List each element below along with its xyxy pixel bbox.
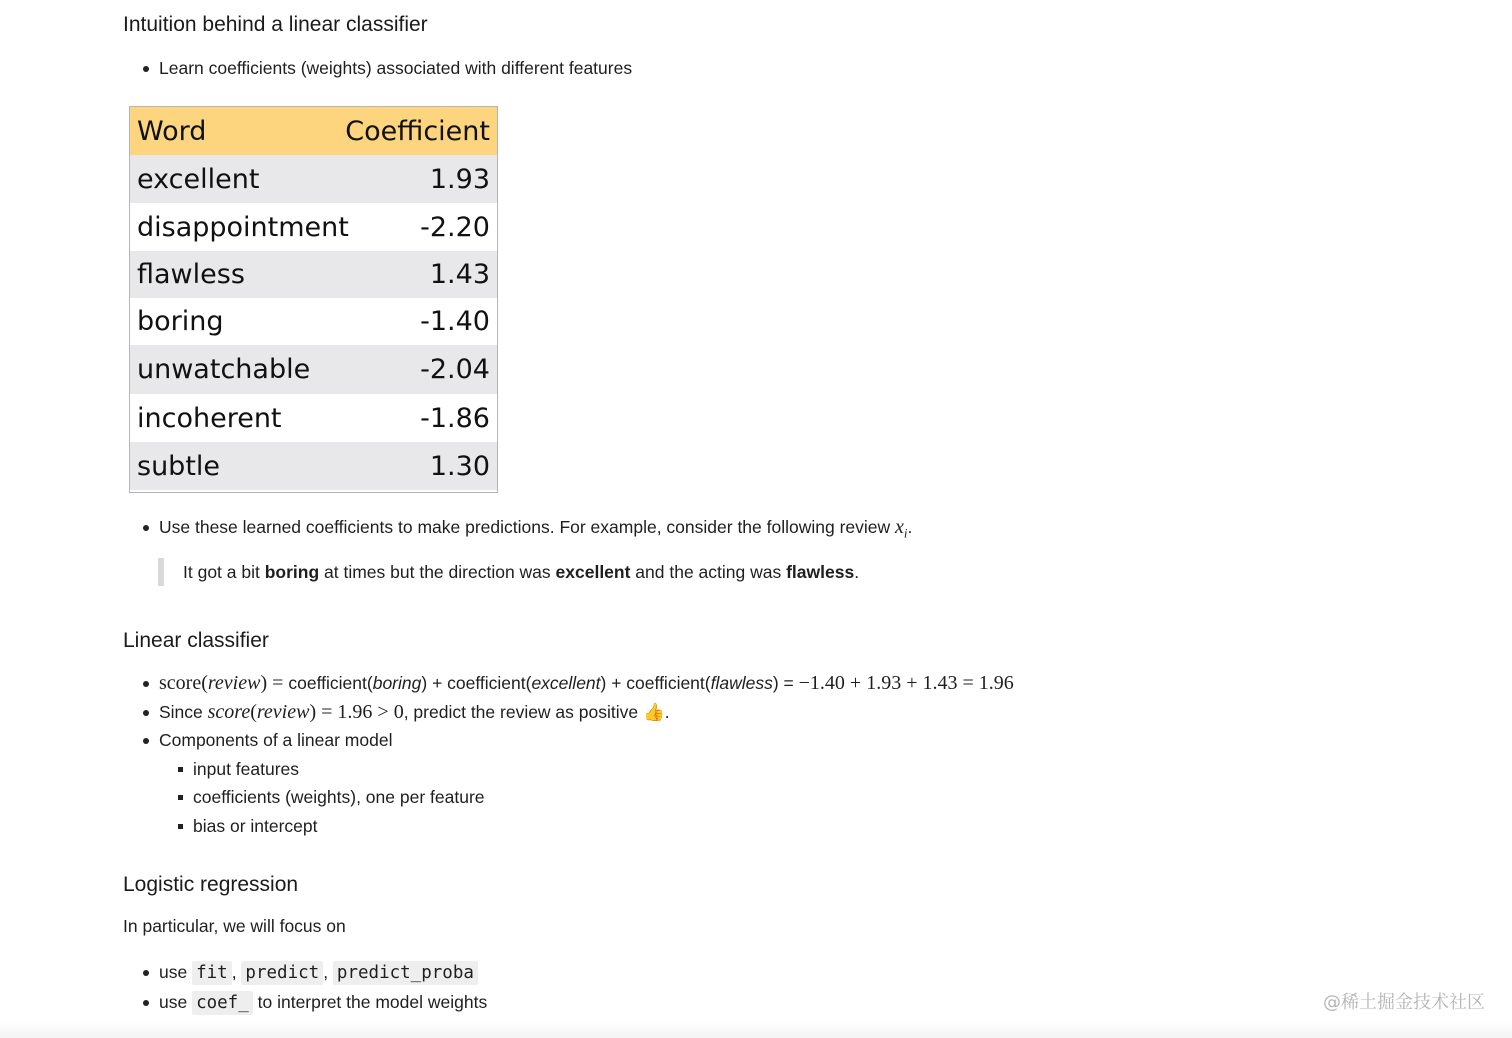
word-cell: disappointment — [137, 211, 349, 243]
bullet-end: . — [907, 517, 913, 537]
quote-text: and the acting was — [630, 562, 787, 582]
table-row — [130, 203, 497, 251]
review-quote — [158, 558, 859, 586]
components-item — [123, 726, 1403, 840]
review-variable: x — [895, 516, 904, 538]
coef-cell: -2.20 — [420, 211, 490, 243]
math-score: score — [159, 672, 202, 694]
equation-text: ) + coefficient( — [421, 673, 532, 693]
math-expression: −1.40 + 1.93 + 1.43 = 1.96 — [798, 672, 1014, 694]
list-item: input features — [158, 755, 1403, 784]
intuition-list — [123, 54, 1323, 83]
equation-text: coefficient( — [288, 673, 373, 693]
since-text: . — [664, 701, 670, 722]
code-fit: fit — [192, 961, 232, 985]
code-predict: predict — [241, 961, 323, 985]
table-row — [130, 251, 497, 298]
since-statement: Since score(review) = 1.96 > 0, predict the review as positive 👍. — [123, 698, 1403, 727]
table-header — [130, 107, 497, 155]
equation-word: boring — [372, 673, 422, 693]
word-cell: boring — [137, 306, 224, 337]
separator: , — [323, 962, 333, 982]
bullet-text: Use these learned coefficients to make predictions. For example, consider the following review — [159, 517, 896, 537]
list-item: coefficients (weights), one per feature — [158, 783, 1403, 812]
math-score: score — [207, 700, 251, 723]
coef-cell: 1.30 — [429, 450, 490, 482]
header-word: Word — [137, 115, 207, 147]
quote-bold: excellent — [555, 562, 631, 582]
quote-text: . — [854, 562, 860, 582]
bottom-edge — [0, 1020, 1512, 1038]
equation-word: flawless — [710, 673, 773, 693]
use-label: use — [159, 991, 193, 1012]
components-sublist — [158, 755, 1403, 841]
section-title-linear-classifier: Linear classifier — [123, 629, 269, 652]
logistic-list — [123, 958, 1323, 1017]
use-label: use — [159, 962, 193, 982]
table-row — [130, 155, 497, 203]
coef-cell: 1.43 — [429, 259, 490, 290]
math-equals: = — [267, 672, 289, 694]
logistic-intro: In particular, we will focus on — [123, 916, 346, 936]
coef-cell: 1.93 — [429, 163, 490, 195]
equation-text: ) + coefficient( — [600, 673, 711, 693]
coef-cell: -1.40 — [420, 306, 490, 337]
table-row — [130, 394, 497, 442]
list-item — [123, 958, 1323, 988]
table-row — [130, 442, 497, 490]
linear-classifier-list — [123, 669, 1403, 840]
section-title-intuition: Intuition behind a linear classifier — [123, 13, 428, 36]
quote-text: at times but the direction was — [319, 562, 556, 582]
thumbs-up-icon: 👍 — [642, 701, 665, 722]
equation-word: excellent — [531, 673, 601, 693]
math-review: review — [256, 700, 310, 723]
math-review: review — [207, 672, 261, 694]
word-cell: excellent — [137, 163, 260, 195]
components-label: Components of a linear model — [159, 730, 393, 750]
coef-cell: -1.86 — [420, 402, 490, 434]
code-coef: coef_ — [192, 991, 253, 1015]
since-text: , predict the review as positive — [403, 701, 643, 722]
header-coefficient: Coefficient — [345, 115, 490, 147]
review-subscript: i — [903, 525, 908, 541]
coefficient-table — [129, 106, 498, 493]
prediction-list — [123, 513, 1323, 548]
list-item — [123, 988, 1323, 1018]
equation-text: ) = — [772, 673, 799, 693]
list-item: bias or intercept — [158, 812, 1403, 841]
coef-text: to interpret the model weights — [252, 991, 488, 1012]
math-expression: = 1.96 > 0 — [316, 700, 404, 723]
word-cell: incoherent — [137, 402, 282, 434]
section-title-logistic-regression: Logistic regression — [123, 873, 299, 896]
list-item — [123, 513, 1323, 548]
word-cell: unwatchable — [137, 354, 311, 385]
separator: , — [231, 962, 242, 982]
since-text: Since — [159, 701, 208, 722]
quote-text: It got a bit — [183, 562, 265, 582]
coef-cell: -2.04 — [420, 354, 490, 385]
table-row — [130, 298, 497, 345]
quote-bold: flawless — [786, 562, 855, 582]
watermark: @稀土掘金技术社区 — [1323, 992, 1485, 1013]
list-item: Learn coefficients (weights) associated with different features — [123, 54, 1323, 83]
quote-bold: boring — [264, 562, 320, 582]
score-equation: score(review) = coefficient(boring) + coefficient(excellent) + coefficient(flawless) = −1.40 + 1.93 + 1.43 = 1.96 — [123, 669, 1403, 698]
code-predict-proba: predict_proba — [333, 961, 478, 985]
table-row — [130, 345, 497, 394]
word-cell: subtle — [137, 450, 221, 482]
word-cell: flawless — [137, 259, 245, 290]
